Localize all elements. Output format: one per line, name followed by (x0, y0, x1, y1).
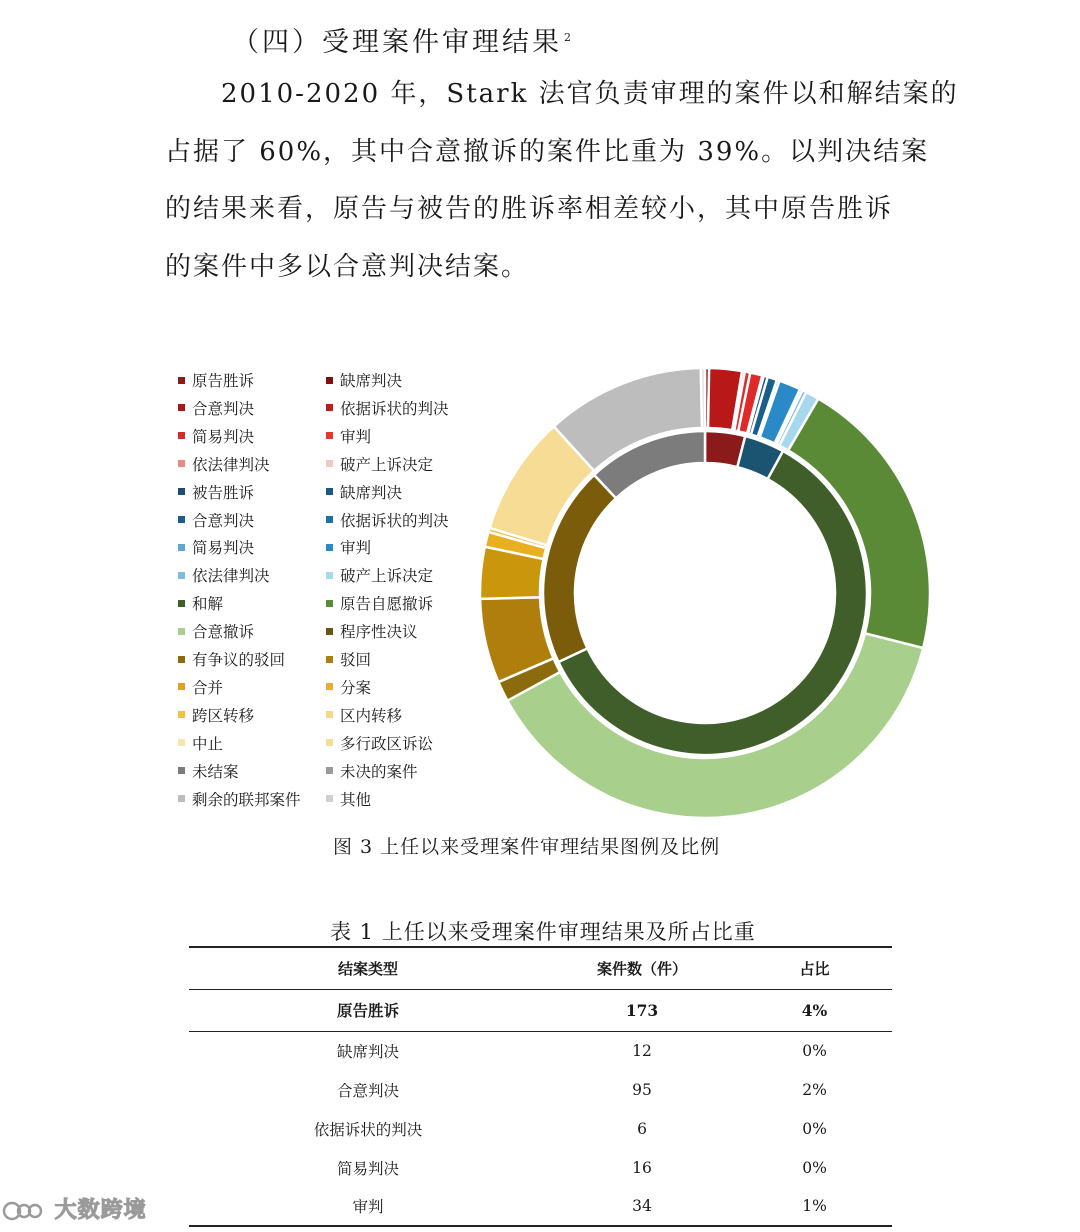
legend-label: 跨区转移 (192, 706, 255, 725)
legend-item (326, 590, 433, 618)
legend-label: 审判 (340, 539, 372, 558)
legend-swatch (326, 377, 333, 384)
cell-share: 0% (802, 1041, 827, 1060)
table-row (189, 1148, 892, 1187)
legend-label: 依法律判决 (192, 455, 270, 474)
legend-swatch (326, 767, 333, 774)
legend-item (178, 674, 223, 702)
legend-item (178, 395, 254, 423)
cell-type: 原告胜诉 (189, 989, 547, 1031)
legend-swatch (178, 656, 185, 663)
legend-item (326, 395, 449, 423)
legend-item (178, 646, 285, 674)
cell-type: 缺席判决 (336, 1042, 399, 1061)
legend-swatch (326, 739, 333, 746)
legend-label: 区内转移 (340, 706, 403, 725)
cell-type: 依据诉状的判决 (313, 1120, 423, 1139)
legend-swatch (178, 377, 185, 384)
legend-label: 破产上诉决定 (340, 455, 434, 474)
legend-swatch (178, 600, 185, 607)
table-header-row (189, 947, 892, 989)
watermark-logo-icon (2, 1198, 46, 1224)
legend-label: 合意撤诉 (192, 623, 255, 642)
legend-swatch (326, 711, 333, 718)
table-row (189, 989, 892, 1031)
legend-label: 依据诉状的判决 (340, 511, 449, 530)
legend-label: 中止 (192, 734, 224, 753)
legend-swatch (178, 516, 185, 523)
paragraph-line: 的结果来看，原告与被告的胜诉率相差较小，其中原告胜诉 (165, 194, 894, 224)
legend-label: 驳回 (340, 651, 372, 669)
legend-swatch (178, 739, 185, 746)
legend-item (326, 507, 449, 535)
legend-item (326, 423, 371, 451)
header-count: 案件数（件） (547, 947, 737, 989)
legend-swatch (178, 711, 185, 718)
results-table (189, 946, 892, 1227)
legend-label: 原告胜诉 (192, 372, 255, 390)
legend-item (326, 479, 402, 507)
legend-item (326, 758, 418, 786)
donut-chart (480, 360, 940, 820)
cell-count: 173 (547, 989, 737, 1031)
legend-swatch (326, 404, 333, 411)
legend-item (326, 674, 371, 702)
legend-item (326, 367, 402, 395)
legend-swatch (326, 683, 333, 690)
legend-item (178, 562, 270, 590)
watermark (2, 1193, 147, 1224)
donut-outer-slice (701, 368, 705, 428)
legend-swatch (326, 544, 333, 551)
legend-item (178, 534, 254, 562)
section-heading (232, 20, 574, 59)
legend-item (178, 507, 254, 535)
legend-swatch (178, 683, 185, 690)
legend-label: 和解 (192, 595, 224, 614)
legend-label: 合意判决 (192, 511, 255, 530)
legend-item (326, 730, 433, 758)
legend-item (326, 534, 371, 562)
legend-swatch (326, 432, 333, 439)
legend-swatch (178, 488, 185, 495)
legend-label: 依据诉状的判决 (340, 399, 449, 418)
figure-caption: 图 3 上任以来受理案件审理结果图例及比例 (333, 836, 721, 858)
cell-share: 0% (802, 1119, 827, 1138)
legend-label: 简易判决 (192, 427, 255, 446)
table-caption: 表 1 上任以来受理案件审理结果及所占比重 (330, 920, 756, 944)
watermark-text: 大数跨境 (54, 1198, 147, 1223)
cell-type: 审判 (189, 1187, 547, 1226)
legend-swatch (178, 460, 185, 467)
table-row (189, 1031, 892, 1070)
cell-share: 0% (802, 1158, 827, 1177)
legend-label: 破产上诉决定 (340, 567, 434, 586)
legend-item (326, 562, 433, 590)
legend-label: 审判 (340, 427, 372, 446)
legend-item (178, 367, 254, 395)
cell-share: 2% (802, 1080, 827, 1099)
paragraph-line: 占据了 60%，其中合意撤诉的案件比重为 39%。以判决结案 (165, 136, 930, 167)
legend-swatch (326, 516, 333, 523)
legend-swatch (178, 404, 185, 411)
legend-item (178, 423, 254, 451)
legend-swatch (178, 432, 185, 439)
legend-item (178, 590, 223, 618)
footnote-marker[interactable]: 2 (564, 31, 574, 44)
legend-label: 依法律判决 (192, 567, 270, 586)
header-share: 占比 (737, 947, 892, 989)
legend-item (178, 786, 301, 814)
legend-label: 分案 (340, 678, 372, 697)
cell-share: 1% (737, 1187, 892, 1226)
legend-label: 合意判决 (192, 399, 255, 418)
legend-swatch (178, 795, 185, 802)
cell-count: 34 (547, 1187, 737, 1226)
legend-item (178, 758, 239, 786)
legend-item (326, 451, 433, 479)
legend-label: 简易判决 (192, 539, 255, 558)
legend-item (326, 646, 371, 674)
legend-swatch (178, 544, 185, 551)
legend-label: 其他 (340, 790, 372, 809)
legend-label: 被告胜诉 (192, 483, 255, 502)
table-row (189, 1109, 892, 1148)
cell-count: 16 (632, 1158, 652, 1177)
legend-label: 有争议的驳回 (192, 651, 286, 669)
cell-count: 6 (637, 1119, 647, 1138)
legend-swatch (326, 656, 333, 663)
cell-type: 简易判决 (336, 1159, 399, 1178)
cell-type: 合意判决 (336, 1081, 399, 1100)
legend-item (326, 618, 418, 646)
legend-swatch (178, 628, 185, 635)
legend-label: 缺席判决 (340, 483, 403, 502)
legend-item (178, 730, 223, 758)
legend-label: 缺席判决 (340, 372, 403, 390)
legend-swatch (326, 600, 333, 607)
section-heading-text: （四）受理案件审理结果 (232, 27, 562, 58)
header-type: 结案类型 (189, 947, 547, 989)
legend-label: 程序性决议 (340, 623, 418, 642)
legend-label: 合并 (192, 678, 224, 697)
legend-swatch (326, 572, 333, 579)
table-row (189, 1187, 892, 1226)
paragraph-line: 的案件中多以合意判决结案。 (165, 251, 530, 282)
legend-item (326, 786, 371, 814)
legend-swatch (326, 628, 333, 635)
legend-swatch (326, 795, 333, 802)
cell-share: 4% (737, 989, 892, 1031)
legend-item (178, 451, 270, 479)
legend-swatch (326, 460, 333, 467)
legend-swatch (178, 572, 185, 579)
legend-label: 多行政区诉讼 (340, 734, 434, 753)
legend-swatch (178, 767, 185, 774)
table-row (189, 1070, 892, 1109)
paragraph-line: 2010-2020 年，Stark 法官负责审理的案件以和解结案的 (221, 79, 959, 109)
legend-item (178, 702, 254, 730)
body-paragraph (165, 66, 959, 296)
legend-label: 未结案 (192, 762, 239, 781)
cell-count: 95 (632, 1080, 652, 1099)
legend-label: 未决的案件 (340, 762, 418, 781)
legend-label: 剩余的联邦案件 (192, 790, 301, 809)
legend-item (326, 702, 402, 730)
legend-item (178, 618, 254, 646)
legend-label: 原告自愿撤诉 (340, 595, 434, 614)
legend-swatch (326, 488, 333, 495)
cell-count: 12 (632, 1041, 652, 1060)
legend-item (178, 479, 254, 507)
